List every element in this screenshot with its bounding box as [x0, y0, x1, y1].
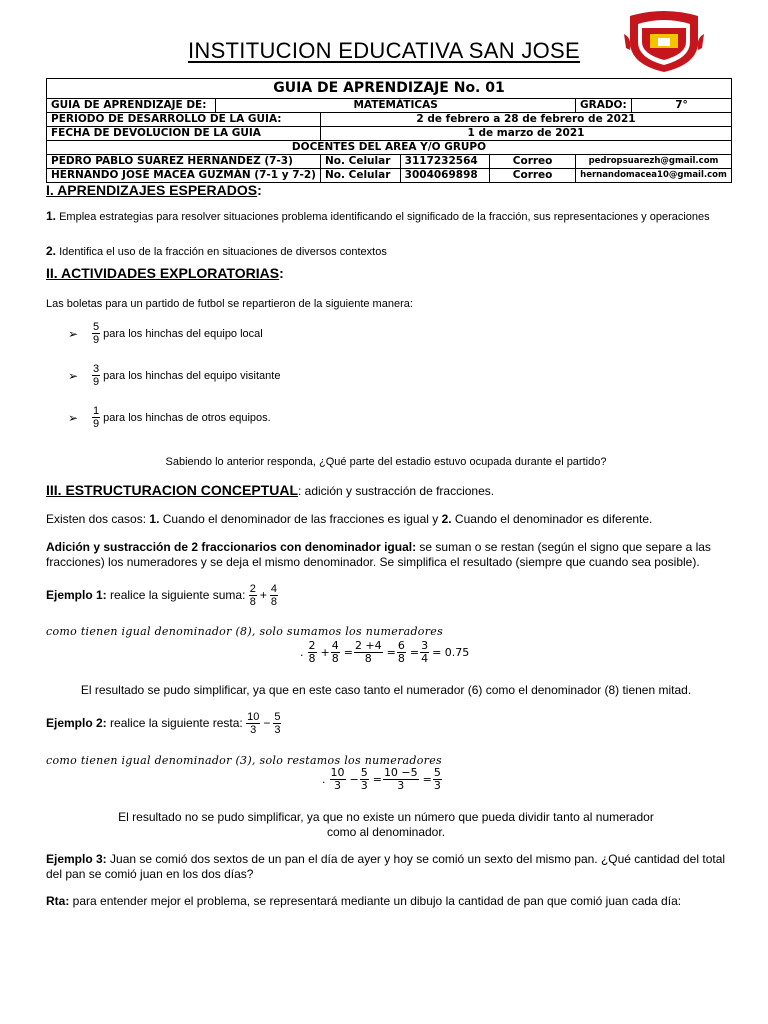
- teacher-cel: 3004069898: [400, 169, 490, 183]
- fraction: [270, 583, 278, 608]
- same-denominator-title: Adición y sustracción de 2 fraccionarios con denominador igual:: [46, 540, 417, 554]
- list-item-text: para los hinchas del equipo local: [103, 327, 263, 340]
- list-item-text: para los hinchas del equipo visitante: [103, 369, 281, 382]
- teacher-name: PEDRO PABLO SUAREZ HERNANDEZ (7-3): [47, 155, 321, 169]
- fraction-denominator: 3: [334, 779, 341, 792]
- example-2-explanation: El resultado no se pudo simplificar, ya que no existe un número que pueda dividir tanto al numerador como al denominador.: [118, 810, 654, 839]
- guia-label: GUIA DE APRENDIZAJE DE:: [47, 99, 216, 113]
- guide-title: GUIA DE APRENDIZAJE No. 01: [47, 79, 732, 99]
- fraction-numerator: 3: [93, 363, 100, 375]
- cases-text-a: Existen dos casos:: [46, 512, 150, 526]
- fraction-denominator: 9: [93, 334, 100, 346]
- example-1-note: como tienen igual denominador (8), solo sumamos los numeradores: [46, 625, 444, 638]
- equals-sign: =: [386, 646, 396, 659]
- fraction-numerator: 3: [421, 639, 429, 652]
- fraction-denominator: 9: [93, 418, 100, 430]
- teacher-cel-label: No. Celular: [320, 155, 400, 169]
- teacher-row: [47, 169, 732, 183]
- section-2-question: Sabiendo lo anterior responda, ¿Qué parte del estadio estuvo ocupada durante el partido?: [165, 456, 607, 468]
- list-item: [68, 321, 263, 346]
- fraction: [397, 640, 406, 665]
- cases-paragraph: [46, 512, 726, 527]
- example-1-result: = 0.75: [432, 646, 470, 659]
- equals-sign: =: [409, 646, 420, 659]
- equals-sign: =: [372, 773, 382, 786]
- example-1-text: realice la siguiente suma:: [106, 588, 249, 602]
- teacher-mail[interactable]: hernandomacea10@gmail.com: [575, 169, 731, 183]
- fraction: [383, 767, 419, 792]
- guide-info-table: [46, 78, 732, 183]
- teacher-cel: 3117232564: [400, 155, 490, 169]
- section-1-heading: [46, 183, 726, 199]
- dot: .: [300, 646, 304, 659]
- fraction: [331, 640, 340, 665]
- objective-2-number: 2.: [46, 244, 57, 258]
- fraction-denominator: 3: [360, 779, 368, 792]
- cases-text-b: Cuando el denominador de las fracciones es igual y: [159, 512, 442, 526]
- example-2-label: Ejemplo 2:: [46, 716, 107, 730]
- list-item: [68, 405, 271, 430]
- arrow-bullet-icon: ➢: [68, 368, 79, 383]
- fraction: [420, 640, 429, 665]
- fraction-denominator: 3: [433, 779, 441, 792]
- same-denominator-text: se suman o se restan (según el signo que separe a las fracciones) los numeradores y se deja el mismo denominador. Se simplifica el resultado (siempre que cuando sea posible).: [46, 540, 711, 569]
- plus-sign: +: [320, 646, 330, 659]
- list-item: [68, 363, 280, 388]
- fraction: [273, 711, 281, 736]
- fraction: [360, 767, 369, 792]
- same-denominator-paragraph: [46, 540, 726, 570]
- fraction-numerator: 5: [274, 711, 281, 723]
- teacher-mail[interactable]: pedropsuarezh@gmail.com: [575, 155, 731, 169]
- fraction-denominator: 8: [308, 652, 316, 665]
- section-2-heading: [46, 266, 726, 282]
- periodo-label: PERIODO DE DESARROLLO DE LA GUIA:: [47, 113, 321, 127]
- fraction-numerator: 2 +4: [354, 639, 382, 652]
- section-3-subtitle: : adición y sustracción de fracciones.: [298, 484, 495, 498]
- example-2-note: como tienen igual denominador (3), solo restamos los numeradores: [46, 754, 442, 767]
- fraction: [92, 405, 100, 430]
- minus-sign: −: [349, 773, 359, 786]
- fraction: [92, 363, 100, 388]
- devolucion-label: FECHA DE DEVOLUCION DE LA GUIA: [47, 127, 321, 141]
- case-2-number: 2.: [441, 512, 452, 526]
- fraction-denominator: 8: [397, 652, 405, 665]
- fraction-numerator: 4: [270, 583, 278, 595]
- dot: .: [322, 773, 326, 786]
- school-title: INSTITUCION EDUCATIVA SAN JOSE: [187, 38, 580, 63]
- example-3-paragraph: [46, 852, 726, 882]
- fraction-denominator: 8: [331, 652, 339, 665]
- fraction-denominator: 4: [421, 652, 429, 665]
- arrow-bullet-icon: ➢: [68, 410, 79, 425]
- case-1-number: 1.: [149, 512, 160, 526]
- section-3-title: III. ESTRUCTURACION CONCEPTUAL: [46, 482, 298, 498]
- teacher-mail-label: Correo: [490, 155, 576, 169]
- section-2-colon: :: [279, 265, 284, 281]
- equals-sign: =: [343, 646, 353, 659]
- fraction-denominator: 3: [250, 724, 257, 736]
- devolucion-value: 1 de marzo de 2021: [320, 127, 731, 141]
- fraction-numerator: 6: [397, 639, 405, 652]
- example-2-line: [46, 711, 726, 736]
- example-1-explanation: El resultado se pudo simplificar, ya que en este caso tanto el numerador (6) como el denominador (8) tienen mitad.: [80, 683, 692, 697]
- list-item-text: para los hinchas de otros equipos.: [103, 411, 271, 424]
- fraction-numerator: 2: [308, 639, 316, 652]
- teacher-cel-label: No. Celular: [320, 169, 400, 183]
- example-3-text: Juan se comió dos sextos de un pan el día de ayer y hoy se comió un sexto del mismo pan. ¿Qué cantidad del total del pan se comió juan en los dos días?: [46, 852, 726, 881]
- fraction-denominator: 3: [397, 779, 405, 792]
- fraction-denominator: 8: [270, 596, 278, 608]
- plus-sign: +: [259, 588, 267, 602]
- fraction-numerator: 5: [93, 321, 100, 333]
- fraction: [246, 711, 260, 736]
- fraction-numerator: 1: [93, 405, 100, 417]
- example-1-label: Ejemplo 1:: [46, 588, 107, 602]
- equals-sign: =: [422, 773, 432, 786]
- grado-label: GRADO:: [575, 99, 631, 113]
- grado-value: 7°: [631, 99, 731, 113]
- objective-1: [46, 209, 726, 224]
- section-2-intro: Las boletas para un partido de futbol se repartieron de la siguiente manera:: [46, 298, 413, 310]
- answer-text: para entender mejor el problema, se representará mediante un dibujo la cantidad de pan que comió juan cada día:: [69, 894, 682, 908]
- fraction: [433, 767, 442, 792]
- section-1-title: I. APRENDIZAJES ESPERADOS: [46, 182, 258, 198]
- fraction: [249, 583, 257, 608]
- objective-2: [46, 244, 726, 259]
- arrow-bullet-icon: ➢: [68, 326, 79, 341]
- example-3-label: Ejemplo 3:: [46, 852, 107, 866]
- example-1-equation: [300, 640, 469, 665]
- answer-label: Rta:: [46, 894, 70, 908]
- example-1-line: [46, 583, 726, 608]
- fraction: [354, 640, 383, 665]
- docentes-label: DOCENTES DEL AREA Y/O GRUPO: [47, 141, 732, 155]
- teacher-mail-label: Correo: [490, 169, 576, 183]
- section-1-colon: :: [257, 182, 262, 198]
- fraction-numerator: 10 −5: [383, 766, 418, 779]
- cases-text-c: Cuando el denominador es diferente.: [451, 512, 653, 526]
- fraction-numerator: 5: [433, 766, 441, 779]
- example-2-equation: [322, 767, 445, 792]
- section-3-heading: [46, 483, 726, 499]
- school-shield-logo-icon: [622, 8, 706, 74]
- objective-1-number: 1.: [46, 209, 57, 223]
- fraction-numerator: 10: [330, 766, 345, 779]
- teacher-row: [47, 155, 732, 169]
- fraction-numerator: 2: [249, 583, 256, 595]
- guia-value: MATEMÁTICAS: [216, 99, 576, 113]
- fraction-denominator: 8: [364, 652, 372, 665]
- example-2-text: realice la siguiente resta:: [106, 716, 247, 730]
- teacher-name: HERNANDO JOSÉ MACEA GUZMÁN (7-1 y 7-2): [47, 169, 321, 183]
- fraction: [308, 640, 317, 665]
- fraction-denominator: 8: [249, 596, 256, 608]
- fraction: [330, 767, 346, 792]
- periodo-value: 2 de febrero a 28 de febrero de 2021: [320, 113, 731, 127]
- objective-2-text: Identifica el uso de la fracción en situaciones de diversos contextos: [56, 246, 387, 258]
- fraction-numerator: 5: [360, 766, 368, 779]
- fraction-numerator: 4: [331, 639, 339, 652]
- fraction-denominator: 3: [274, 724, 281, 736]
- objective-1-text: Emplea estrategias para resolver situaciones problema identificando el significado de la fracción, sus representaciones y operaciones: [56, 211, 710, 223]
- fraction-denominator: 9: [93, 376, 100, 388]
- answer-paragraph: [46, 894, 726, 909]
- minus-sign: −: [263, 716, 271, 730]
- fraction: [92, 321, 100, 346]
- fraction-numerator: 10: [247, 711, 260, 723]
- section-2-title: II. ACTIVIDADES EXPLORATORIAS: [46, 265, 280, 281]
